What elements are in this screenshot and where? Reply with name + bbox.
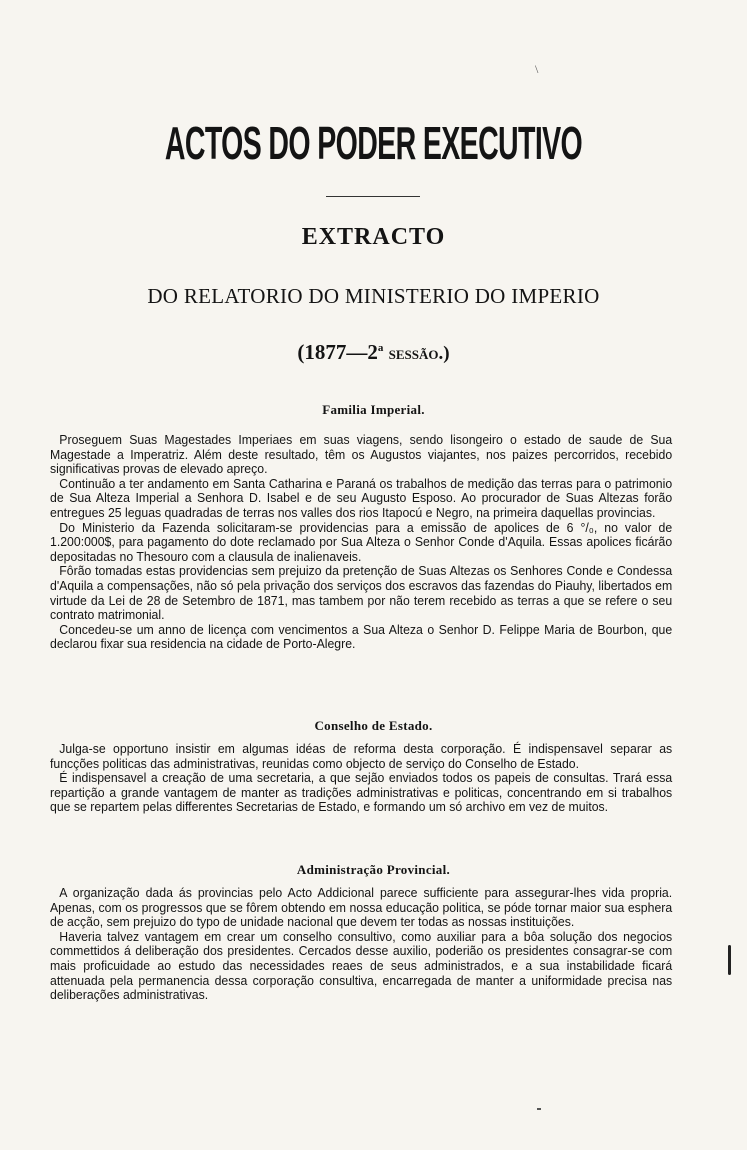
section-body-conselho-de-estado xyxy=(50,742,672,815)
paragraph: Haveria talvez vantagem em crear um conselho consultivo, como auxiliar para a bôa solução dos negocios commettidos á deliberação dos presidentes. Cercados desse auxilio, poderião os presidentes consagrar-se com mais proficuidade ao estudo das necessidades reaes de seus administrados, e a sua instabilidade ficará attenuada pela permanencia dessa corporação consultiva, encarregada de manter a uniformidade precisa nas deliberações administrativas. xyxy=(50,928,673,1003)
section-heading-familia-imperial: Familia Imperial. xyxy=(322,402,425,417)
paragraph: Fôrão tomadas estas providencias sem prejuizo da pretenção de Suas Altezas os Senhores Conde e Condessa d'Aquila a compensações, não só pela privação dos serviços dos escravos das fazendas do Piauhy, libertados em virtude da Lei de 28 de Setembro de 1871, mas tambem por não terem recebido as terras a que se refere o seu contrato matrimonial. xyxy=(50,563,673,623)
title-rule xyxy=(326,196,420,197)
section-heading-administracao-provincial: Administração Provincial. xyxy=(296,862,451,877)
paragraph: Julga-se opportuno insistir em algumas idéas de reforma desta corporação. É indispensavel separar as funcções politicas das administrativas, reunidas como objecto de serviço do Conselho de Estado. xyxy=(50,741,673,771)
paragraph: É indispensavel a creação de uma secretaria, a que sejão enviados todos os papeis de consultas. Trará essa repartição a grande vantagem de manter as tradições administrativas e politicas, concentrando em si trabalhos que se repartem pelas differentes Secretarias de Estado, e formando um só archivo em vez de muitos. xyxy=(50,770,673,815)
session-line xyxy=(0,340,747,365)
session-year: (1877—2 xyxy=(297,340,378,364)
section-heading-conselho-de-estado: Conselho de Estado. xyxy=(314,718,433,733)
paragraph: Proseguem Suas Magestades Imperiaes em suas viagens, sendo lisongeiro o estado de saude de Sua Magestade a Imperatriz. Além deste resultado, têm os Augustos viajantes, nos paizes percorridos, recebido significativas provas de elevado apreço. xyxy=(50,432,673,477)
report-title: DO RELATORIO DO MINISTERIO DO IMPERIO xyxy=(147,284,600,308)
paragraph: A organização dada ás provincias pelo Acto Addicional parece sufficiente para assegurar-lhes vida propria. Apenas, com os progressos que se fôrem obtendo em nossa educação politica, se póde tornar maior sua esphera de acção, sem prejuizo do typo de unidade nacional que devem ter todas as nossas instituições. xyxy=(50,885,673,930)
main-title: ACTOS DO PODER EXECUTIVO xyxy=(164,117,583,169)
paragraph: Continuão a ter andamento em Santa Catharina e Paraná os trabalhos de medição das terras para o patrimonio de Sua Alteza Imperial a Senhora D. Isabel e de seu Augusto Esposo. Ao procurador de Suas Altezas forão entregues 25 leguas quadradas de terras nos valles dos rios Itapocú e Negro, na primeira daquellas provincias. xyxy=(50,475,673,520)
page-speck: \ xyxy=(535,62,539,76)
subtitle: EXTRACTO xyxy=(301,224,446,250)
paragraph: Do Ministerio da Fazenda solicitaram-se providencias para a emissão de apolices de 6 °/₀, no valor de 1.200:000$, para pagamento do dote reclamado por Sua Alteza o Senhor Conde d'Aquila. Essas apolices ficárão depositadas no Thesouro com a clausula de inalienaveis. xyxy=(50,519,673,564)
footer-speck xyxy=(537,1108,541,1110)
paragraph: Concedeu-se um anno de licença com vencimentos a Sua Alteza o Senhor D. Felippe Maria de Bourbon, que declarou fixar sua residencia na cidade de Porto-Alegre. xyxy=(50,621,673,652)
section-body-familia-imperial xyxy=(50,433,672,652)
session-word: sessão.) xyxy=(388,343,450,364)
session-superscript: a xyxy=(377,342,384,354)
section-body-administracao-provincial xyxy=(50,886,672,1003)
margin-mark xyxy=(728,945,731,975)
